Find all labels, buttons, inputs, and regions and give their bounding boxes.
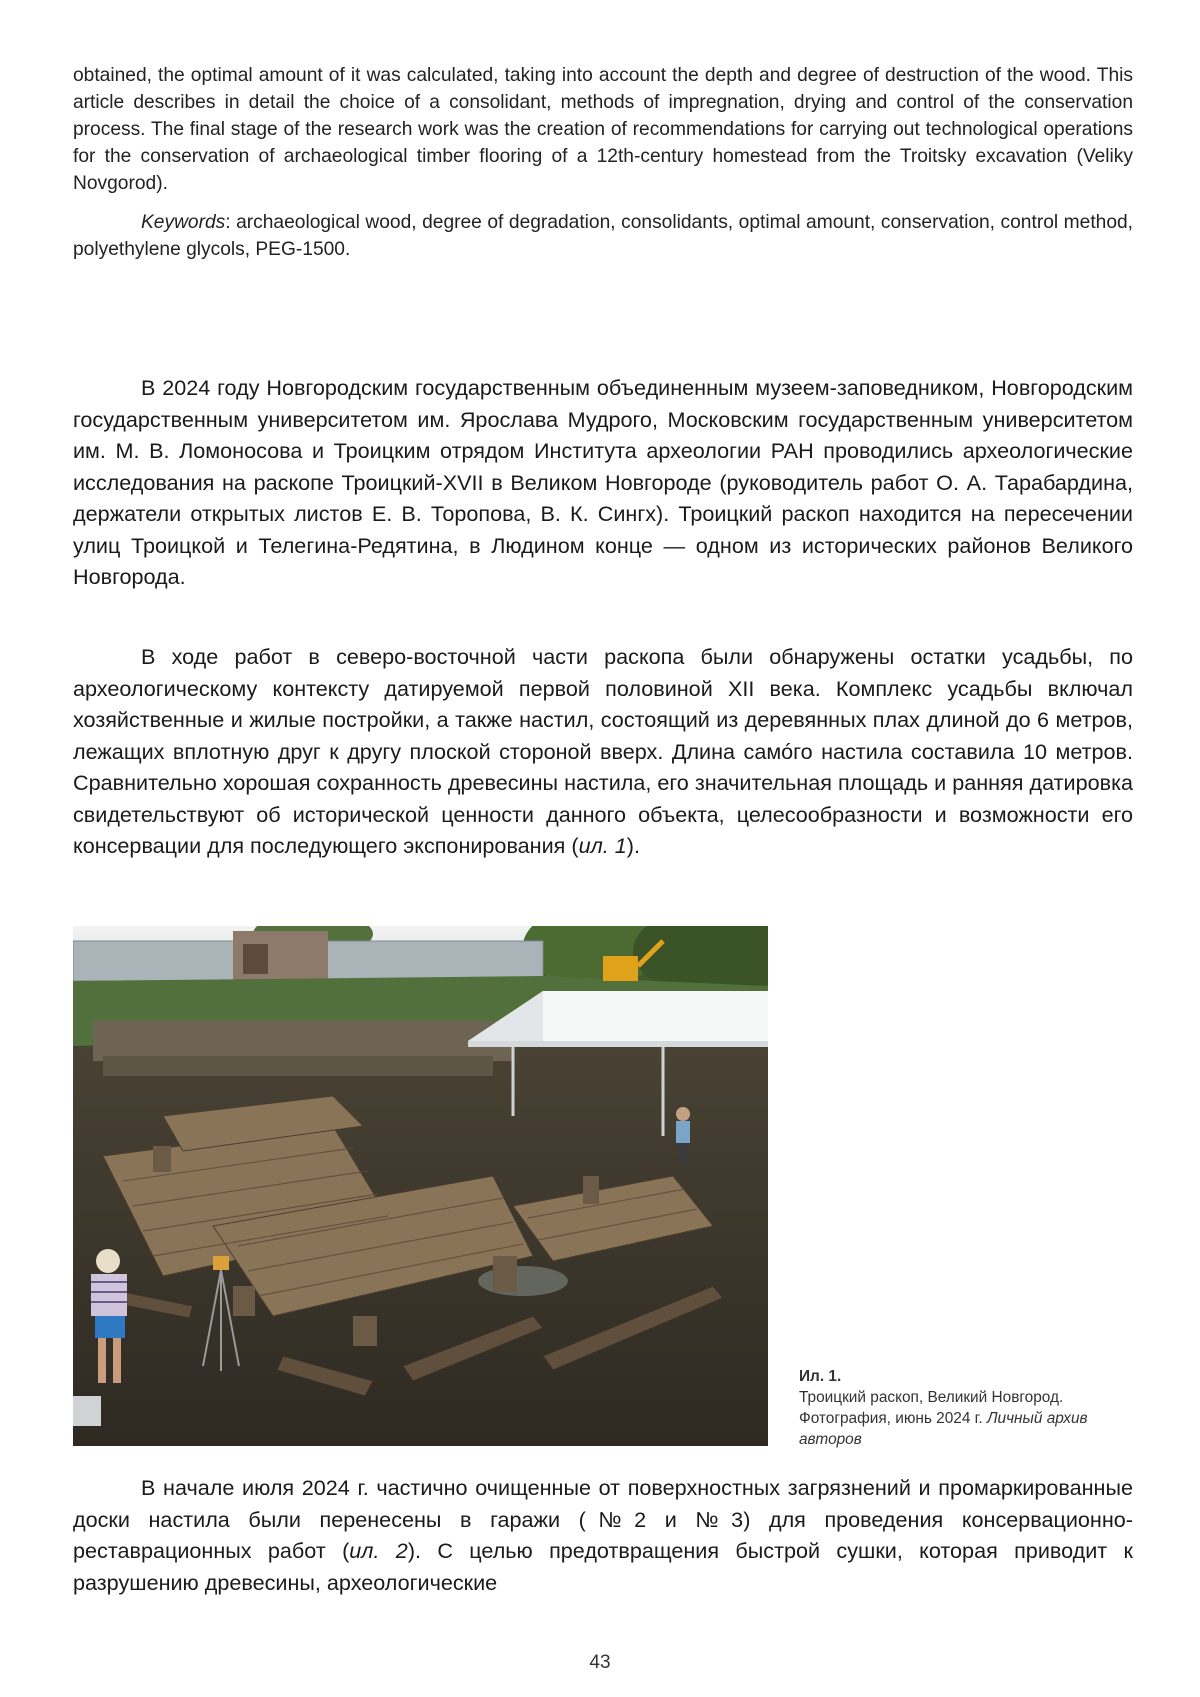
abstract-text: obtained, the optimal amount of it was calculated, taking into account the depth and degree of destruction of the wood. This article describes in detail the choice of a consolidant, methods of impregnation, drying and control of the conservation process. The final stage of the research work was the creation of recommendations for carrying out technological operations for the conservation of archaeological timber flooring of a 12th-century homestead from the Troitsky excavation (Veliky Novgorod). — [73, 65, 1133, 194]
paragraph-2 — [73, 641, 1133, 862]
paragraph-3 — [73, 1472, 1133, 1598]
paragraph-1-text: В 2024 году Новгородским государственным объединенным музеем-заповедником, Новгородским государственным университетом им. Ярослава Мудрого, Московским государственным университетом им. М. В. Ломоносова и Троицким отрядом Института археологии РАН проводились археологические исследования на раскопе Троицкий-XVII в Великом Новгороде (руководитель работ О. А. Тарабардина, держатели открытых листов Е. В. Торопова, В. К. Сингх). Троицкий раскоп находится на пересечении улиц Троицкой и Телегина-Редятина, в Людином конце — одном из исторических районов Великого Новгорода. — [73, 375, 1133, 589]
paragraph-3-end: ). С целью предотвращения быстрой сушки, которая приводит к разрушению древесины, археологические — [73, 1538, 1133, 1595]
paragraph-2-text: В ходе работ в северо-восточной части раскопа были обнаружены остатки усадьбы, по археологическому контексту датируемой первой половиной XII века. Комплекс усадьбы включал хозяйственные и жилые постройки, а также настил, состоящий из деревянных плах длиной до 6 метров, лежащих вплотную друг к другу плоской стороной вверх. Длина самóго настила составила 10 метров. Сравнительно хорошая сохранность древесины настила, его значительная площадь и ранняя датировка свидетельствуют об исторической ценности данного объекта, целесообразности и возможности его консервации для последующего экспонирования ( — [73, 644, 1133, 858]
excavation-photo — [73, 926, 768, 1446]
keywords-label: Keywords — [141, 212, 226, 233]
figure-caption-note: Личный архив авторов — [799, 1410, 1088, 1448]
paragraph-2-end: ). — [626, 833, 640, 858]
keywords — [73, 209, 1133, 263]
keywords-text: : archaeological wood, degree of degradation, consolidants, optimal amount, conservation, control method, polyethylene glycols, PEG-1500. — [73, 212, 1133, 260]
figure-ref-2: ил. 2 — [349, 1538, 408, 1563]
paragraph-3-text: В начале июля 2024 г. частично очищенные от поверхностных загрязнений и промаркированные доски настила были перенесены в гаражи (№2 и №3) для проведения консервационно-реставрационных работ ( — [73, 1475, 1133, 1563]
paragraph-1 — [73, 372, 1133, 593]
figure-caption-text: Троицкий раскоп, Великий Новгород. Фотография, июнь 2024 г. — [799, 1389, 1064, 1427]
page-number: 43 — [589, 1652, 611, 1673]
figure-label: Ил. 1. — [799, 1368, 842, 1385]
abstract — [73, 62, 1133, 263]
figure-caption — [799, 1366, 1139, 1450]
figure-ref-1: ил. 1 — [578, 833, 627, 858]
